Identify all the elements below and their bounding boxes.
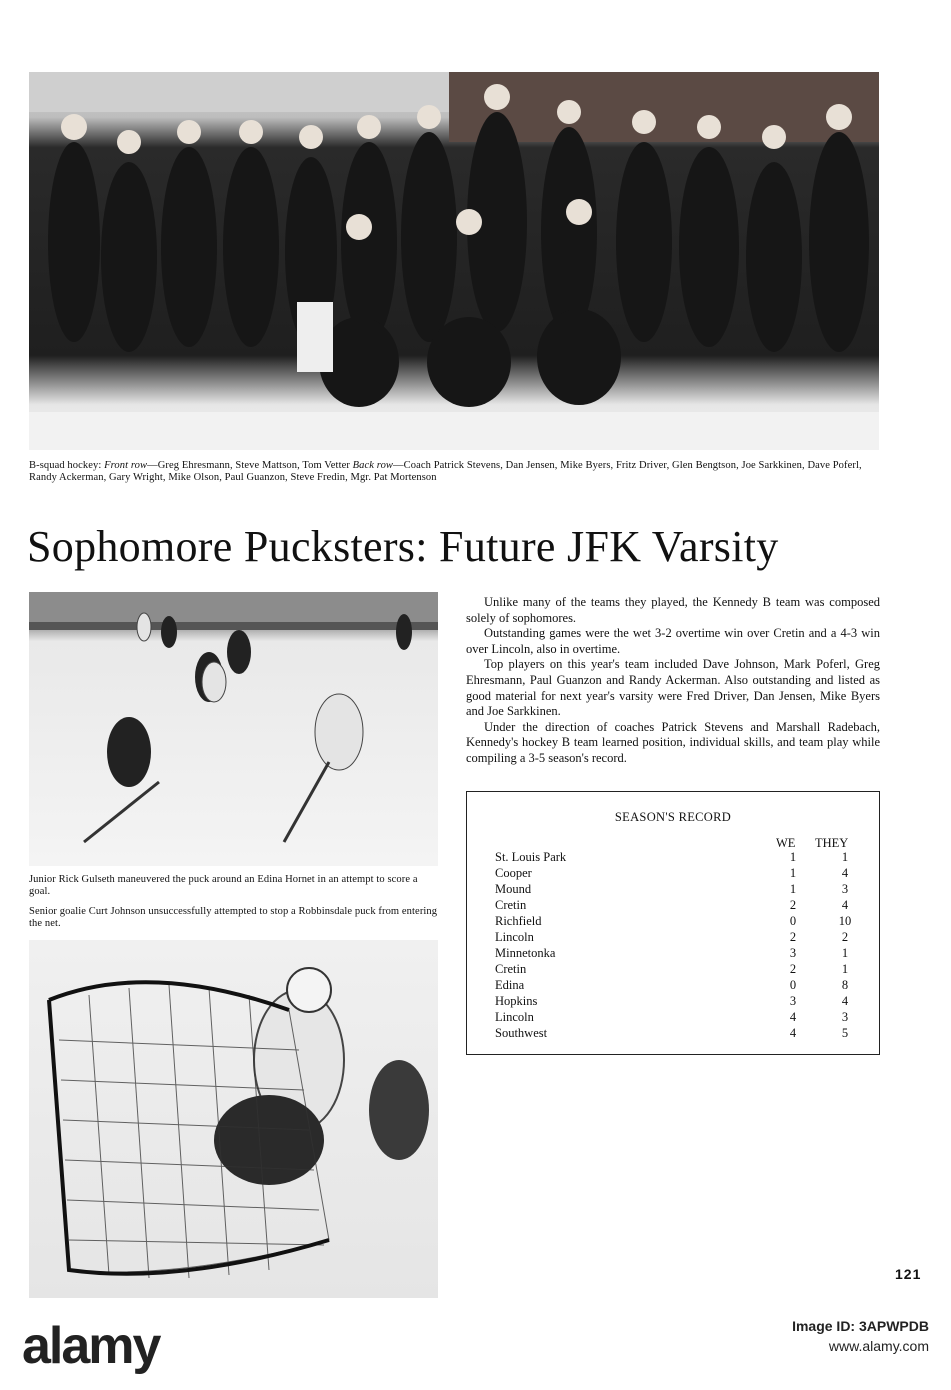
record-row — [495, 882, 865, 898]
alamy-logo: alamy — [22, 1317, 160, 1375]
opponent-name: Minnetonka — [495, 946, 556, 960]
record-row — [495, 930, 865, 946]
they-score: 4 — [841, 866, 849, 880]
record-row — [495, 1026, 865, 1042]
they-score: 3 — [841, 882, 849, 896]
record-row — [495, 866, 865, 882]
body-paragraph: Unlike many of the teams they played, the Kennedy B team was composed solely of sophomores. — [466, 595, 880, 625]
season-record-box — [466, 791, 880, 1055]
they-score: 2 — [841, 930, 849, 944]
record-row — [495, 994, 865, 1010]
we-score: 2 — [789, 898, 797, 912]
back-row-names: —Coach Patrick Stevens, Dan Jensen, Mike Byers, Fritz Driver, Glen Bengtson, Joe Sarkkinen, Dave Poferl, Randy Ackerman, Gary Wright, Mike Olson, Paul Guanzon, Steve Fredin, Mgr. Pat Mortenson — [29, 460, 862, 483]
we-score: 3 — [789, 946, 797, 960]
goalie-photo — [29, 940, 438, 1298]
footer-id-block — [792, 1316, 929, 1356]
site-url: www.alamy.com — [828, 1338, 929, 1354]
they-score: 3 — [841, 1010, 849, 1024]
record-row — [495, 914, 865, 930]
opponent-name: Lincoln — [495, 930, 534, 944]
we-score: 3 — [789, 994, 797, 1008]
record-row — [495, 946, 865, 962]
they-score: 1 — [841, 850, 849, 864]
we-score: 1 — [789, 882, 797, 896]
record-row — [495, 962, 865, 978]
record-row — [495, 1010, 865, 1026]
game-action-photo — [29, 592, 438, 866]
we-score: 0 — [789, 914, 797, 928]
record-row — [495, 850, 865, 866]
body-paragraph: Top players on this year's team included Dave Johnson, Mark Poferl, Greg Ehresmann, Paul Guanzon and Randy Ackerman. Also outstanding and listed as good material for next year's varsity were Fred Driver, Dan Jensen, Mike Byers and Joe Sarkkinen. — [466, 657, 880, 719]
article-body — [466, 595, 880, 767]
they-score: 1 — [841, 962, 849, 976]
we-score: 1 — [789, 866, 797, 880]
opponent-name: Cretin — [495, 898, 527, 912]
opponent-name: Lincoln — [495, 1010, 534, 1024]
we-score: 4 — [789, 1010, 797, 1024]
they-score: 8 — [841, 978, 849, 992]
opponent-name: Edina — [495, 978, 525, 992]
opponent-name: Mound — [495, 882, 532, 896]
body-paragraph: Outstanding games were the wet 3-2 overtime win over Cretin and a 4-3 win over Lincoln, also in overtime. — [466, 626, 880, 656]
they-score: 10 — [838, 914, 852, 928]
back-row-label: Back row — [352, 460, 394, 471]
stock-footer — [0, 1298, 951, 1390]
we-score: 1 — [789, 850, 797, 864]
opponent-name: Richfield — [495, 914, 542, 928]
front-row-label: Front row — [104, 460, 148, 471]
opponent-name: Cooper — [495, 866, 532, 880]
we-score: 4 — [789, 1026, 797, 1040]
front-row-names: —Greg Ehresmann, Steve Mattson, Tom Vetter — [147, 460, 353, 471]
page-headline: Sophomore Pucksters: Future JFK Varsity — [27, 522, 779, 571]
they-column-header: THEY — [815, 836, 849, 850]
image-id: Image ID: 3APWPDB — [792, 1318, 929, 1334]
we-score: 2 — [789, 930, 797, 944]
page-number: 121 — [895, 1266, 922, 1282]
body-paragraph: Under the direction of coaches Patrick Stevens and Marshall Radebach, Kennedy's hockey B team learned position, individual skills, and team play while compiling a 3-5 season's record. — [466, 719, 880, 765]
opponent-name: Hopkins — [495, 994, 538, 1008]
opponent-name: St. Louis Park — [495, 850, 567, 864]
they-score: 4 — [841, 898, 849, 912]
goalie-photo-caption: Senior goalie Curt Johnson unsuccessfully attempted to stop a Robbinsdale puck from entering the net. — [29, 906, 438, 929]
they-score: 4 — [841, 994, 849, 1008]
season-record-title: SEASON'S RECORD — [614, 810, 732, 824]
record-row — [495, 978, 865, 994]
we-score: 2 — [789, 962, 797, 976]
opponent-name: Southwest — [495, 1026, 548, 1040]
we-column-header: WE — [776, 836, 796, 850]
they-score: 5 — [841, 1026, 849, 1040]
team-photo-caption — [29, 460, 879, 484]
we-score: 0 — [789, 978, 797, 992]
opponent-name: Cretin — [495, 962, 527, 976]
they-score: 1 — [841, 946, 849, 960]
record-row — [495, 898, 865, 914]
caption-lead: B-squad hockey: — [29, 460, 105, 471]
action-photo-caption: Junior Rick Gulseth maneuvered the puck around an Edina Hornet in an attempt to score a goal. — [29, 874, 418, 897]
team-photo — [29, 72, 879, 450]
